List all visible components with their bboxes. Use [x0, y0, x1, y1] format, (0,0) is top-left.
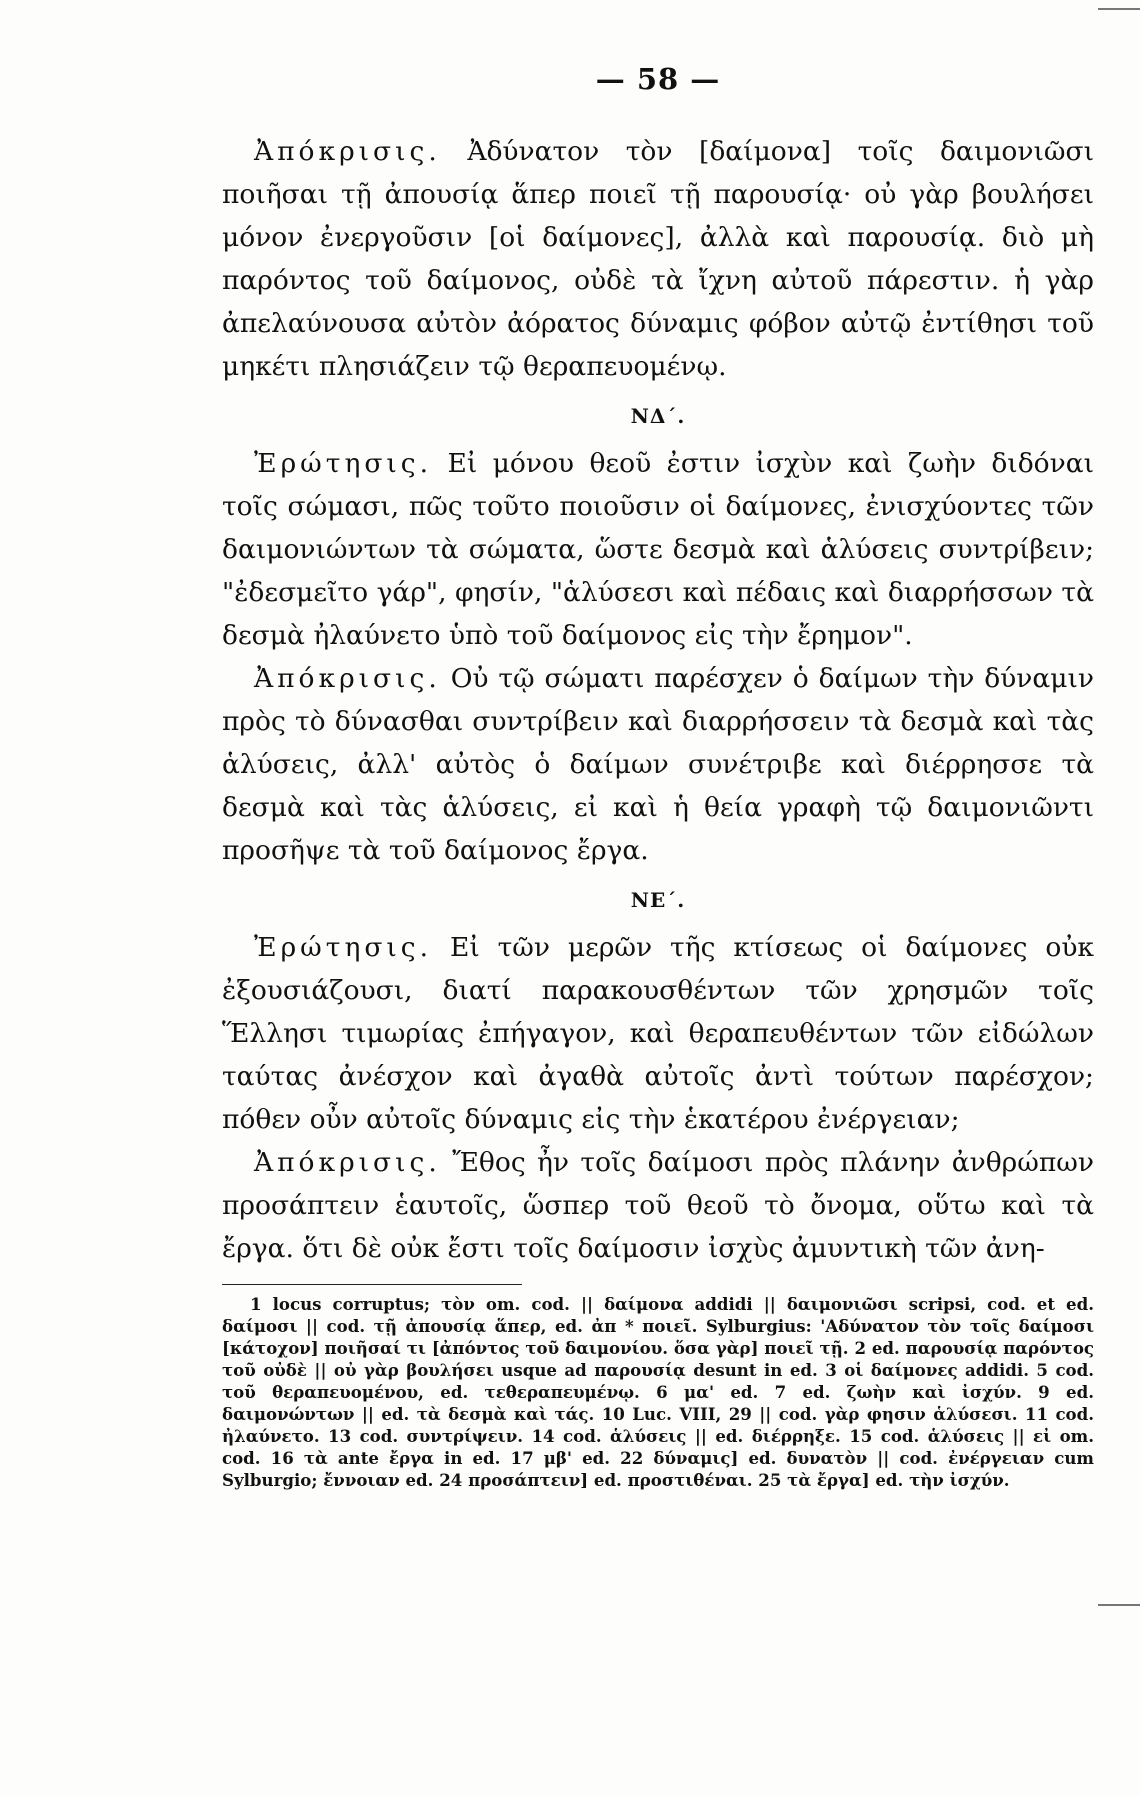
paragraph-label: Ἀπόκρισις. — [254, 663, 441, 694]
paragraph-label: Ἐρώτησις. — [254, 448, 433, 479]
paragraph-text: Εἰ τῶν μερῶν τῆς κτίσεως οἱ δαίμονες οὐκ ἐξουσιάζουσι, διατί παρακουσθέντων τῶν χρησμῶν τοῖς Ἕλλησι τιμωρίας ἐπήγαγον, καὶ θεραπευθέντων τῶν εἰδώλων ταύτας ἀνέσχον καὶ ἀγαθὰ αὐτοῖς ἀντὶ τούτων παρέσχον; πόθεν οὖν αὐτοῖς δύναμις εἰς τὴν ἑκατέρου ἐνέργειαν; — [222, 932, 1094, 1135]
paragraph-label: Ἀπόκρισις. — [254, 1147, 441, 1178]
paragraph-label: Ἐρώτησις. — [254, 932, 433, 963]
footnote-separator — [222, 1284, 522, 1285]
paragraph-text: Εἰ μόνου θεοῦ ἐστιν ἰσχὺν καὶ ζωὴν διδόναι τοῖς σώμασι, πῶς τοῦτο ποιοῦσιν οἱ δαίμονες, ἐνισχύοντες τῶν δαιμονιώντων τὰ σώματα, ὥστε δεσμὰ καὶ ἁλύσεις συντρίβειν; "ἐδεσμεῖτο γάρ", φησίν, "ἁλύσεσι καὶ πέδαις καὶ διαρρήσσων τὰ δεσμὰ ἠλαύνετο ὑπὸ τοῦ δαίμονος εἰς τὴν ἔρημον". — [222, 448, 1094, 651]
book-page — [222, 62, 1094, 1491]
paragraph-text: Ἀδύνατον τὸν [δαίμονα] τοῖς δαιμονιῶσι ποιῆσαι τῇ ἀπουσίᾳ ἅπερ ποιεῖ τῇ παρουσίᾳ· οὐ γὰρ βουλήσει μόνον ἐνεργοῦσιν [οἱ δαίμονες], ἀλλὰ καὶ παρουσίᾳ. διὸ μὴ παρόντος τοῦ δαίμονος, οὐδὲ τὰ ἴχνη αὐτοῦ πάρεστιν. ἡ γὰρ ἀπελαύνουσα αὐτὸν ἀόρατος δύναμις φόβον αὐτῷ ἐντίθησι τοῦ μηκέτι πλησιάζειν τῷ θεραπευομένῳ. — [222, 136, 1094, 382]
page-number: — 58 — — [595, 62, 721, 96]
paragraph-answer-1 — [222, 130, 1094, 388]
paragraph-question-3 — [222, 926, 1094, 1141]
footnotes: 1 locus corruptus; τὸν om. cod. || δαίμονα addidi || δαιμονιῶσι scripsi, cod. et ed. δαίμοσι || cod. τῇ ἀπουσίᾳ ἅπερ, ed. ἀπ * ποιεῖ. Sylburgius: 'Αδύνατον τὸν τοῖς δαίμοσι [κάτοχον] ποιῆσαί τι [ἀπόντος τοῦ δαιμονίου. ὅσα γὰρ] ποιεῖ τῇ. 2 ed. παρουσίᾳ παρόντος τοῦ οὐδὲ || οὐ γὰρ βουλήσει usque ad παρουσίᾳ desunt in ed. 3 οἱ δαίμονες addidi. 5 cod. τοῦ θεραπευομένου, ed. τεθεραπευμένῳ. 6 μα' ed. 7 ed. ζωὴν καὶ ἰσχύν. 9 ed. δαιμονώντων || ed. τὰ δεσμὰ καὶ τάς. 10 Luc. VIII, 29 || cod. γὰρ φησιν ἁλύσεσι. 11 cod. ἠλαύνετο. 13 cod. συντρίψειν. 14 cod. ἁλύσεις || ed. διέρρηξε. 15 cod. ἁλύσεις || εἰ om. cod. 16 τὰ ante ἔργα in ed. 17 μβ' ed. 22 δύναμις] ed. δυνατὸν || cod. ἐνέργειαν cum Sylburgio; ἔννοιαν ed. 24 προσάπτειν] ed. προστιθέναι. 25 τὰ ἔργα] ed. τὴν ἰσχύν. — [222, 1294, 1094, 1490]
paragraph-text: Οὐ τῷ σώματι παρέσχεν ὁ δαίμων τὴν δύναμιν πρὸς τὸ δύνασθαι συντρίβειν καὶ διαρρήσσειν τὰ δεσμὰ καὶ τὰς ἁλύσεις, ἀλλ' αὐτὸς ὁ δαίμων συνέτριβε καὶ διέρρησσε τὰ δεσμὰ καὶ τὰς ἁλύσεις, εἰ καὶ ἡ θεία γραφὴ τῷ δαιμονιῶντι προσῆψε τὰ τοῦ δαίμονος ἔργα. — [222, 663, 1094, 866]
paragraph-answer-3 — [222, 1141, 1094, 1270]
margin-rule-top — [1098, 8, 1140, 10]
paragraph-label: Ἀπόκρισις. — [254, 136, 441, 167]
section-heading-ne: ΝΕ΄. — [630, 888, 686, 912]
section-heading-nd: ΝΔ΄. — [630, 404, 686, 428]
paragraph-question-2 — [222, 442, 1094, 657]
paragraph-text: Ἔθος ἦν τοῖς δαίμοσι πρὸς πλάνην ἀνθρώπων προσάπτειν ἑαυτοῖς, ὥσπερ τοῦ θεοῦ τὸ ὄνομα, οὕτω καὶ τὰ ἔργα. ὅτι δὲ οὐκ ἔστι τοῖς δαίμοσιν ἰσχὺς ἀμυντικὴ τῶν ἀνη- — [222, 1147, 1094, 1264]
margin-rule-bottom — [1098, 1604, 1140, 1606]
paragraph-answer-2 — [222, 657, 1094, 872]
